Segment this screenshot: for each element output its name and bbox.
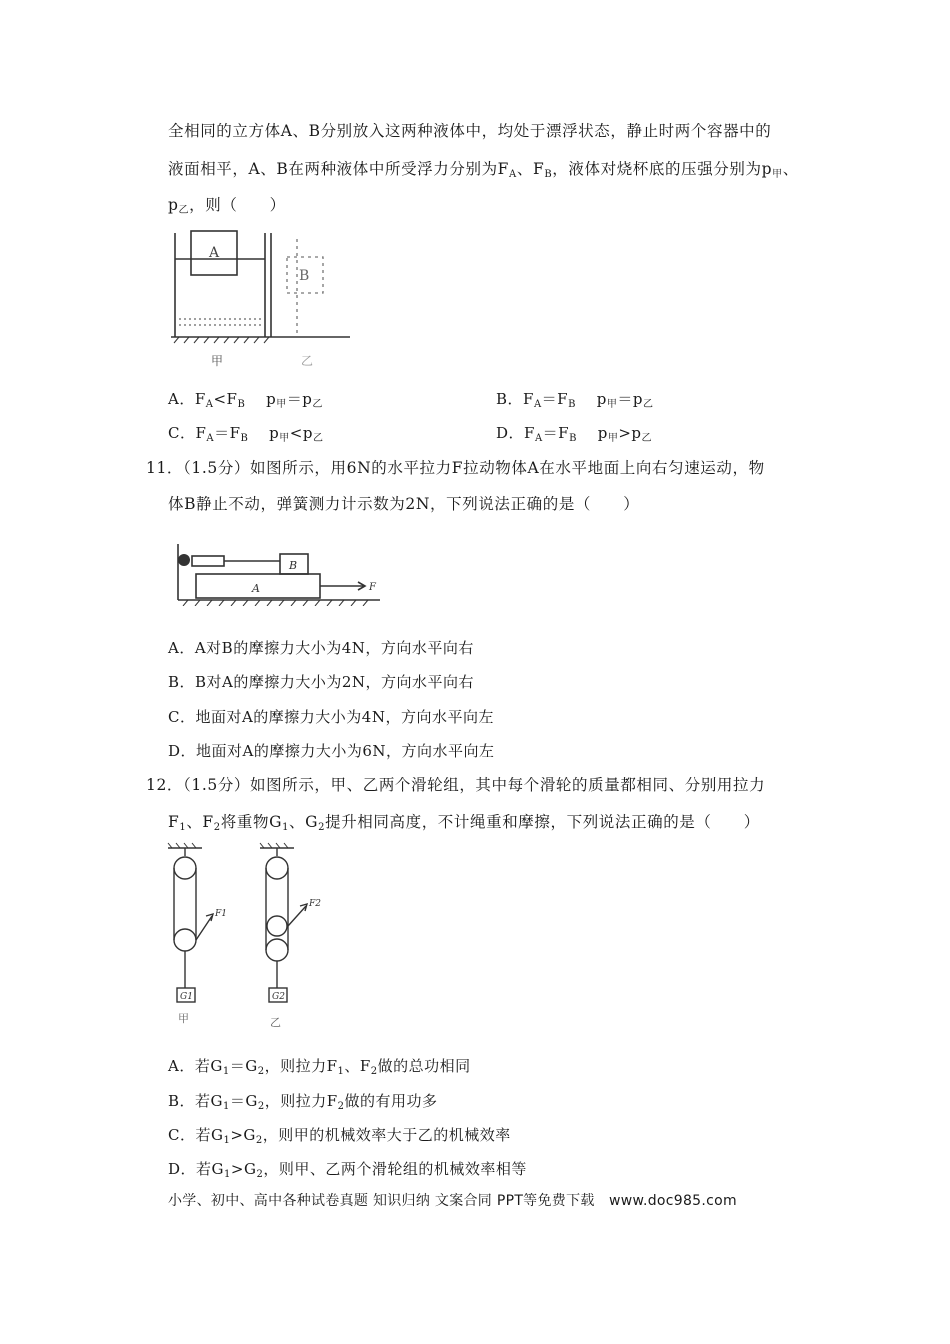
svg-text:A: A	[252, 582, 260, 595]
fixed-pulley-yi-icon	[266, 857, 288, 879]
svg-text:G1: G1	[180, 992, 193, 1002]
q12-option-b: B．若$G_1=G_2$，则拉力$F_2$做的有用功多	[168, 1092, 438, 1112]
q12-text-line2: $F_1$、$F_2$将重物$G_1$、$G_2$提升相同高度，不计绳重和摩擦，下列说法正确的是（ ）	[168, 813, 760, 833]
q10-text-line3: $p_乙$，则（ ）	[168, 196, 286, 216]
q10-option-c: C．$F_A=F_B$ $p_甲<p_乙$	[168, 424, 324, 444]
q11-option-c: C．地面对A的摩擦力大小为4N，方向水平向左	[168, 708, 494, 726]
q10-option-d: D．$F_A=F_B$ $p_甲>p_乙$	[496, 424, 652, 444]
block-b-label: B	[299, 268, 310, 284]
movable-pulley-jia-icon	[174, 929, 196, 951]
q12-pulley-figure	[160, 842, 340, 1032]
q12-option-d: D．若$G_1>G_2$，则甲、乙两个滑轮组的机械效率相等	[168, 1160, 527, 1180]
q10-beakers-figure	[165, 225, 365, 375]
q10-text-line2: 液面相平，A、B在两种液体中所受浮力分别为$F_A$、$F_B$，液体对烧杯底的压强分别为$p_甲$、	[168, 160, 799, 180]
q11-text-line2: 体B静止不动，弹簧测力计示数为2N，下列说法正确的是（ ）	[168, 495, 640, 513]
q11-text-line1: 11．（1.5分）如图所示，用6N的水平拉力F拉动物体A在水平地面上向右匀速运动，物	[146, 459, 765, 477]
q10-option-b: B．$F_A=F_B$ $p_甲=p_乙$	[496, 390, 654, 410]
q10-option-a: A．$F_A<F_B$ $p_甲=p_乙$	[168, 390, 323, 410]
movable-pulley-yi-icon	[266, 939, 288, 961]
q11-option-b: B．B对A的摩擦力大小为2N，方向水平向右	[168, 673, 475, 691]
spring-scale-icon	[192, 556, 224, 566]
q12-text-line1: 12．（1.5分）如图所示，甲、乙两个滑轮组，其中每个滑轮的质量都相同、分别用拉力	[146, 776, 766, 794]
svg-text:F2: F2	[309, 899, 321, 909]
middle-pulley-yi-icon	[267, 916, 287, 936]
q11-spring-scale-figure	[170, 540, 385, 606]
svg-text:B: B	[289, 559, 298, 572]
svg-text:F1: F1	[215, 909, 227, 919]
q11-option-d: D．地面对A的摩擦力大小为6N，方向水平向左	[168, 742, 495, 760]
block-a-label: A	[209, 245, 220, 261]
fixed-pulley-jia-icon	[174, 857, 196, 879]
svg-text:G2: G2	[272, 992, 285, 1002]
beaker-jia-label: 甲	[211, 354, 224, 368]
q12-option-c: C．若$G_1>G_2$，则甲的机械效率大于乙的机械效率	[168, 1126, 511, 1146]
q10-text-line1: 全相同的立方体A、B分别放入这两种液体中，均处于漂浮状态，静止时两个容器中的	[168, 122, 772, 140]
svg-text:F: F	[369, 582, 376, 593]
page-footer: 小学、初中、高中各种试卷真题 知识归纳 文案合同 PPT等免费下载 www.doc985.com	[168, 1193, 737, 1209]
q11-option-a: A．A对B的摩擦力大小为4N，方向水平向右	[168, 639, 474, 657]
svg-text:乙: 乙	[270, 1016, 281, 1029]
beaker-yi-label: 乙	[301, 354, 314, 368]
svg-text:甲: 甲	[178, 1012, 189, 1025]
q12-option-a: A．若$G_1=G_2$，则拉力$F_1$、$F_2$做的总功相同	[168, 1057, 471, 1077]
